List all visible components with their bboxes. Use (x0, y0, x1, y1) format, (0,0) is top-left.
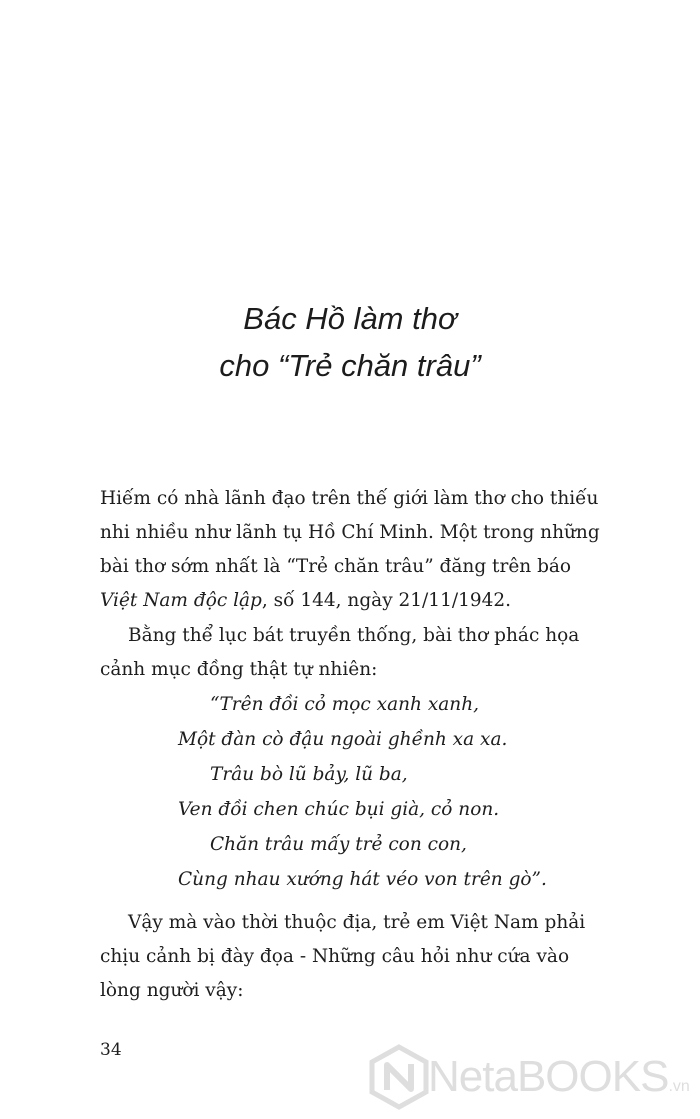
newspaper-name: Việt Nam độc lập (100, 590, 262, 611)
poem-line-5: Chăn trâu mấy trẻ con con, (210, 834, 467, 855)
chapter-title-line-2: cho “Trẻ chăn trâu” (219, 348, 481, 383)
paragraph-3-line-1: Vậy mà vào thời thuộc địa, trẻ em Việt Nam phải (128, 912, 586, 933)
paragraph-1-line-4-rest: , số 144, ngày 21/11/1942. (261, 590, 512, 611)
paragraph-2-line-2: cảnh mục đồng thật tự nhiên: (100, 659, 378, 680)
poem-line-6: Cùng nhau xướng hát véo von trên gò”. (178, 869, 547, 890)
paragraph-3-line-3: lòng người vậy: (100, 980, 244, 1001)
paragraph-1-line-2: nhi nhiều như lãnh tụ Hồ Chí Minh. Một trong những (100, 522, 600, 543)
paragraph-1-line-3: bài thơ sớm nhất là “Trẻ chăn trâu” đăng trên báo (100, 556, 572, 577)
poem-line-1: “Trên đồi cỏ mọc xanh xanh, (210, 694, 479, 715)
page-number: 34 (100, 1040, 122, 1060)
paragraph-3-line-2: chịu cảnh bị đày đọa - Những câu hỏi như cứa vào (100, 946, 570, 967)
poem-line-3: Trâu bò lũ bảy, lũ ba, (210, 764, 408, 785)
paragraph-1-line-4 (100, 590, 511, 611)
paragraph-1-line-1: Hiếm có nhà lãnh đạo trên thế giới làm thơ cho thiếu (100, 488, 599, 509)
paragraph-2-line-1: Bằng thể lục bát truyền thống, bài thơ phác họa (128, 625, 580, 646)
watermark-brand (428, 1052, 690, 1102)
watermark-brand-name: NetaBOOKS (428, 1052, 669, 1101)
watermark (368, 1044, 698, 1114)
poem-line-2: Một đàn cò đậu ngoài ghềnh xa xa. (178, 729, 508, 750)
neta-logo-icon (368, 1044, 430, 1110)
watermark-brand-tld: .vn (668, 1078, 690, 1095)
poem-line-4: Ven đồi chen chúc bụi già, cỏ non. (178, 799, 500, 820)
chapter-title-line-1: Bác Hồ làm thơ (243, 301, 457, 336)
